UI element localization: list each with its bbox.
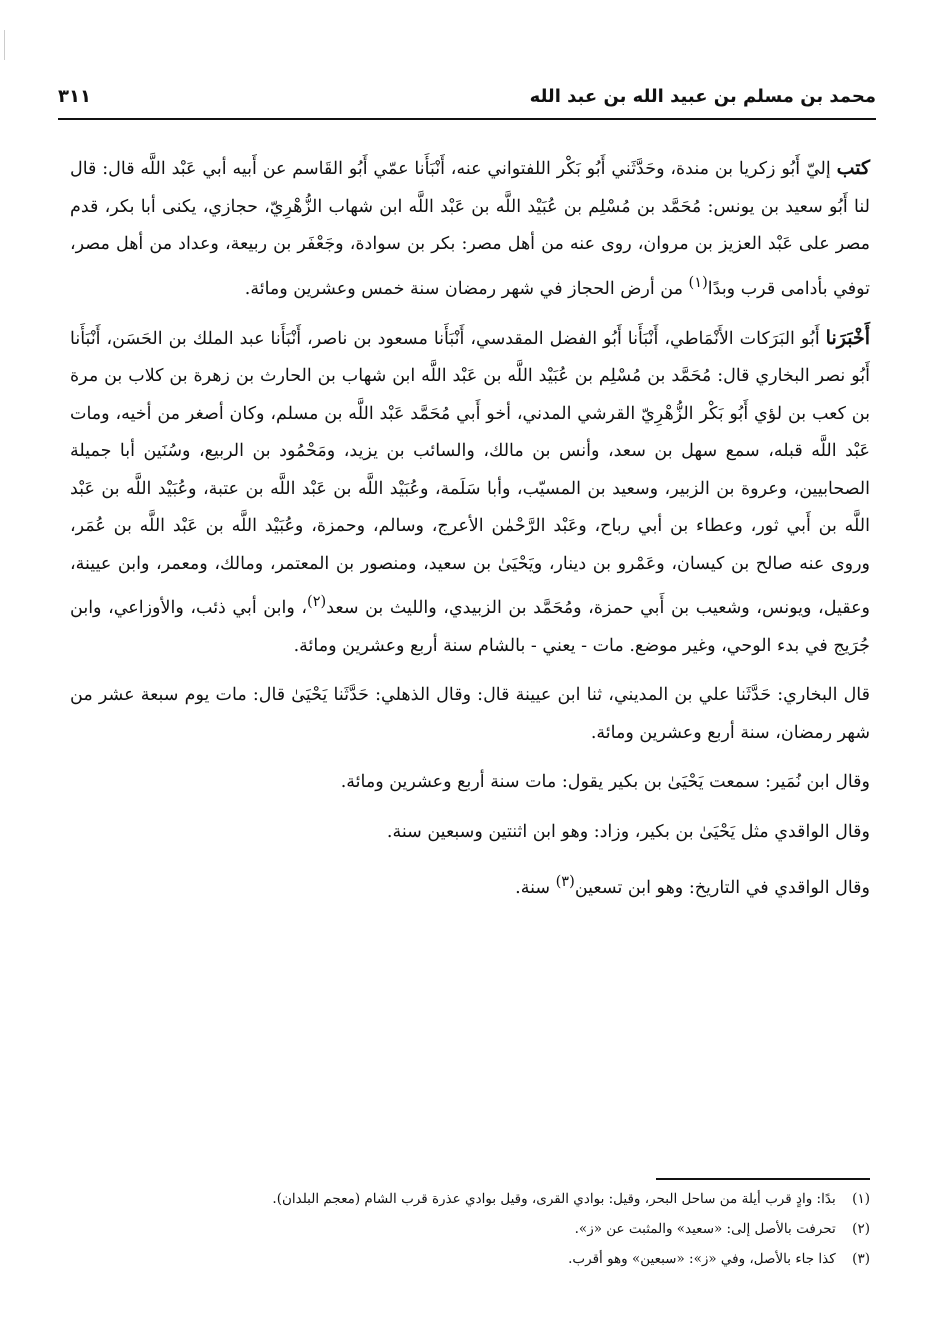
running-title: محمد بن مسلم بن عبيد الله بن عبد الله <box>529 86 876 107</box>
paragraph-5: وقال الواقدي مثل يَحْيَىٰ بن بكير، وزاد: وهو ابن اثنتين وسبعين سنة. <box>386 821 870 842</box>
paragraph-1-text-after: من أرض الحجاز في شهر رمضان سنة خمس وعشرين ومائة. <box>244 278 689 299</box>
page-header <box>58 84 876 114</box>
paragraph-6-text-after: سنة. <box>515 877 556 898</box>
paragraph-2 <box>70 320 870 665</box>
footnote-3-number: (٣) <box>852 1251 870 1267</box>
footnote-3-text: كذا جاء بالأصل، وفي «ز»: «سبعين» وهو أقرب. <box>568 1251 836 1267</box>
paragraph-2-text-after: ، وابن أبي ذئب، والأوزاعي، وابن جُرَيج في بدء الوحي، وغير موضع. مات - يعني - بالشام سنة أربع وعشرين ومائة. <box>70 598 870 656</box>
page-number: ٣١١ <box>58 86 91 107</box>
footnote-2-text: تحرفت بالأصل إلى: «سعيد» والمثبت عن «ز». <box>574 1221 836 1237</box>
footnote-ref-2[interactable]: (٢) <box>307 593 327 611</box>
paragraph-2-lead: أَخْبَرَنا <box>825 326 870 349</box>
footnote-1-number: (١) <box>852 1191 870 1207</box>
footnote-rule <box>656 1178 870 1180</box>
paragraph-6 <box>70 863 870 907</box>
footnote-2-number: (٢) <box>852 1221 870 1237</box>
paragraph-1 <box>70 150 870 308</box>
footnote-1 <box>70 1184 870 1214</box>
footnote-ref-1[interactable]: (١) <box>688 273 708 291</box>
paragraph-3: قال البخاري: حَدَّثَنا علي بن المديني، ثنا ابن عيينة قال: وقال الذهلي: حَدَّثَنا يَحْيَىٰ قال: مات يوم سبعة عشر من شهر رمضان، سنة أربع وعشرين ومائة. <box>70 685 870 743</box>
footnote-1-text: بدًا: وادٍ قرب أيلة من ساحل البحر، وقيل: بوادي القرى، وقيل بوادي عذرة قرب الشام (معجم البلدان). <box>272 1191 836 1207</box>
main-text <box>70 150 870 919</box>
paragraph-4: وقال ابن نُمَير: سمعت يَحْيَىٰ بن بكير يقول: مات سنة أربع وعشرين ومائة. <box>340 772 870 793</box>
header-rule <box>58 118 876 120</box>
paragraph-1-text: إليّ أَبُو زكريا بن مندة، وحَدَّثَني أَبُو بَكْر اللفتواني عنه، أَنْبَأَنا عمّي أَبُو القَاسم عن أَبيه أبي عَبْد اللَّه قال: قال لنا أَبُو سعيد بن يونس: مُحَمَّد بن مُسْلِم بن عُبَيْد اللَّه بن عَبْد اللَّه ابن شهاب الزُّهْرِيّ، حجازي، يكنى أبا بكر، قدم مصر على عَبْد العزيز بن مروان، روى عنه من أهل مصر: بكر بن سوادة، وجَعْفَر بن ربيعة، وعداد من أهل مصر، توفي بأدامى قرب وبدًا <box>70 159 870 299</box>
footnotes <box>70 1184 870 1274</box>
footnote-2 <box>70 1214 870 1244</box>
footnote-ref-3[interactable]: (٣) <box>555 873 575 891</box>
scan-margin-mark <box>4 30 5 60</box>
paragraph-2-text: أَبُو البَرَكات الأَنْمَاطي، أَنْبَأَنا أَبُو الفضل المقدسي، أَنْبَأَنا مسعود بن ناصر، أَنْبَأَنا عبد الملك بن الحَسَن، أَنْبَأَنا أَبُو نصر البخاري قال: مُحَمَّد بن مُسْلِم بن عُبَيْد اللَّه بن عَبْد اللَّه ابن شهاب بن الحارث بن زهرة بن كلاب بن مرة بن كعب بن لؤي أَبُو بَكْر الزُّهْرِيّ القرشي المدني، أخو أَبي مُحَمَّد عَبْد اللَّه بن مسلم، وكان أصغر من أخيه، ومات عَبْد اللَّه قبله، سمع سهل بن سعد، وأنس بن مالك، والسائب بن يزيد، ومَحْمُود بن الربيع، وسُنَين أبا جميلة الصحابيين، وعروة بن الزبير، وسعيد بن المسيّب، وأبا سَلَمة، وعُبَيْد اللَّه بن عَبْد اللَّه بن عتبة، وعُبَيْد اللَّه بن عَبْد اللَّه بن أَبي ثور، وعطاء بن أبي رباح، وعَبْد الرَّحْمٰن الأعرج، وسالم، وحمزة، وعُبَيْد اللَّه بن عَبْد اللَّه بن عُمَر، وروى عنه صالح بن كيسان، وعَمْرو بن دينار، ويَحْيَىٰ بن سعيد، ومنصور بن المعتمر، ومالك، ومعمر، وابن عيينة، وعقيل، ويونس، وشعيب بن أَبي حمزة، ومُحَمَّد بن الزبيدي، والليث بن سعد <box>70 328 870 619</box>
paragraph-1-lead: كتب <box>836 157 870 179</box>
paragraph-6-text: وقال الواقدي في التاريخ: وهو ابن تسعين <box>574 877 870 898</box>
footnote-3 <box>70 1244 870 1274</box>
